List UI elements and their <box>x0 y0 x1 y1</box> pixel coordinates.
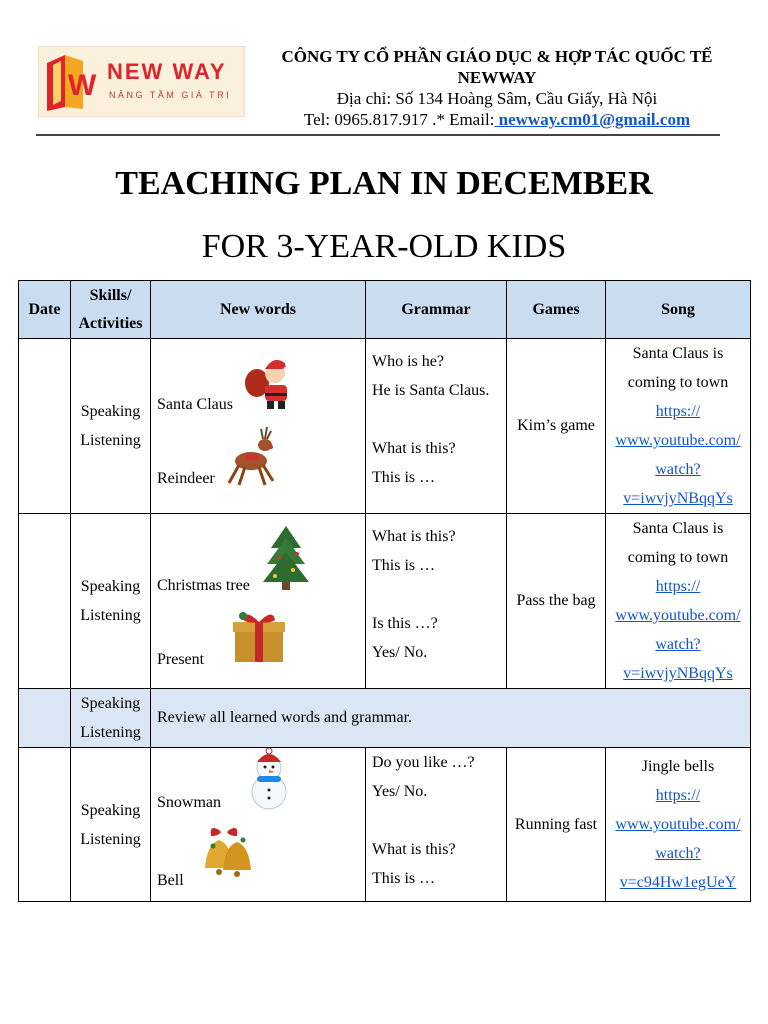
song-link-part[interactable]: https:// <box>655 787 701 804</box>
header-grammar: Grammar <box>366 281 507 339</box>
grammar-line: This is … <box>372 469 436 486</box>
skills-cell <box>71 748 151 902</box>
song-link-part[interactable]: watch? <box>655 461 701 478</box>
song-title: coming to town <box>627 549 729 566</box>
grammar-cell <box>366 339 507 514</box>
date-cell <box>19 689 71 748</box>
new-words-cell <box>151 339 366 514</box>
skill-speaking: Speaking <box>80 695 141 712</box>
skill-speaking: Speaking <box>80 578 141 595</box>
contact-phone: Tel: 0965.817.917 .* Email: <box>303 110 495 129</box>
gift-icon <box>231 608 287 664</box>
song-link-part[interactable]: www.youtube.com/ <box>615 607 741 624</box>
song-link-part[interactable]: v=iwvjyNBqqYs <box>623 665 733 682</box>
company-name-short: NEWWAY <box>457 68 537 87</box>
song-link-part[interactable]: v=iwvjyNBqqYs <box>623 490 733 507</box>
company-contact <box>262 109 732 130</box>
grammar-line: Who is he? <box>372 353 444 370</box>
skill-listening: Listening <box>80 724 141 741</box>
grammar-line: This is … <box>372 557 436 574</box>
song-title: Jingle bells <box>641 758 715 775</box>
grammar-cell <box>366 748 507 902</box>
table-row <box>19 514 751 689</box>
company-info <box>262 46 732 130</box>
svg-text:W: W <box>68 69 97 102</box>
grammar-line: Yes/ No. <box>372 783 428 800</box>
grammar-line: Yes/ No. <box>372 644 428 661</box>
song-link[interactable] <box>606 397 750 513</box>
grammar-line: This is … <box>372 870 436 887</box>
song-link-part[interactable]: www.youtube.com/ <box>615 432 741 449</box>
header-date: Date <box>19 281 71 339</box>
word-reindeer: Reindeer <box>157 470 215 487</box>
grammar-line: What is this? <box>372 528 456 545</box>
page-subtitle: FOR 3-YEAR-OLD KIDS <box>201 228 567 265</box>
grammar-cell <box>366 514 507 689</box>
skills-cell <box>71 339 151 514</box>
song-cell <box>606 514 751 689</box>
song-link-part[interactable]: watch? <box>655 636 701 653</box>
reindeer-icon <box>225 425 281 489</box>
song-cell <box>606 748 751 902</box>
logo-tagline: NÂNG TẦM GIÁ TRỊ <box>109 90 232 100</box>
song-cell <box>606 339 751 514</box>
word-christmas-tree: Christmas tree <box>157 577 250 594</box>
page-title: TEACHING PLAN IN DECEMBER <box>115 165 653 202</box>
games-cell: Kim’s game <box>507 339 606 514</box>
grammar-line: What is this? <box>372 440 456 457</box>
skill-speaking: Speaking <box>80 801 141 819</box>
date-cell <box>19 514 71 689</box>
table-row <box>19 748 751 902</box>
bell-icon <box>199 824 257 882</box>
logo-brand: NEW WAY <box>107 59 227 84</box>
grammar-line: What is this? <box>372 841 456 858</box>
snowman-icon <box>241 748 297 812</box>
song-link-part[interactable]: https:// <box>655 403 701 420</box>
date-cell <box>19 339 71 514</box>
song-link[interactable] <box>606 572 750 688</box>
teaching-plan-table <box>18 280 751 902</box>
new-words-cell <box>151 748 366 902</box>
song-title: Santa Claus is <box>632 345 724 362</box>
header-divider <box>36 134 720 136</box>
song-title: coming to town <box>627 374 729 391</box>
table-row-review <box>19 689 751 748</box>
skill-listening: Listening <box>80 432 141 449</box>
date-cell <box>19 748 71 902</box>
christmas-tree-icon <box>261 524 311 592</box>
word-snowman: Snowman <box>157 794 221 811</box>
logo-book-icon <box>43 51 103 113</box>
skills-cell <box>71 689 151 748</box>
song-title: Santa Claus is <box>632 520 724 537</box>
header-skills-line2: Activities <box>78 314 143 332</box>
header-skills <box>71 281 151 339</box>
company-name: CÔNG TY CỔ PHẦN GIÁO DỤC & HỢP TÁC QUỐC TẾ <box>281 47 713 66</box>
company-logo <box>38 46 245 117</box>
song-link-part[interactable]: watch? <box>655 845 701 862</box>
header-games: Games <box>507 281 606 339</box>
song-link-part[interactable]: www.youtube.com/ <box>615 816 741 833</box>
skill-listening: Listening <box>80 607 141 624</box>
review-cell: Review all learned words and grammar. <box>151 689 751 748</box>
games-cell: Running fast <box>507 748 606 902</box>
skills-cell <box>71 514 151 689</box>
games-cell: Pass the bag <box>507 514 606 689</box>
header-skills-line1: Skills/ <box>89 286 132 304</box>
table-row <box>19 339 751 514</box>
skill-listening: Listening <box>80 830 141 848</box>
song-link-part[interactable]: https:// <box>655 578 701 595</box>
santa-claus-icon <box>243 353 301 411</box>
new-words-cell <box>151 514 366 689</box>
word-bell: Bell <box>157 872 184 889</box>
company-address: Địa chỉ: Số 134 Hoàng Sâm, Cầu Giấy, Hà Nội <box>336 89 658 108</box>
word-present: Present <box>157 651 205 668</box>
grammar-line: He is Santa Claus. <box>372 382 490 399</box>
grammar-line: Do you like …? <box>372 754 475 771</box>
song-link[interactable] <box>606 781 750 897</box>
grammar-line: Is this …? <box>372 615 438 632</box>
word-santa-claus: Santa Claus <box>157 396 233 413</box>
header-song: Song <box>606 281 751 339</box>
email-link[interactable]: newway.cm01@gmail.com <box>494 110 691 129</box>
song-link-part[interactable]: v=c94Hw1egUeY <box>619 874 737 891</box>
table-header-row <box>19 281 751 339</box>
header-new-words: New words <box>151 281 366 339</box>
skill-speaking: Speaking <box>80 403 141 420</box>
